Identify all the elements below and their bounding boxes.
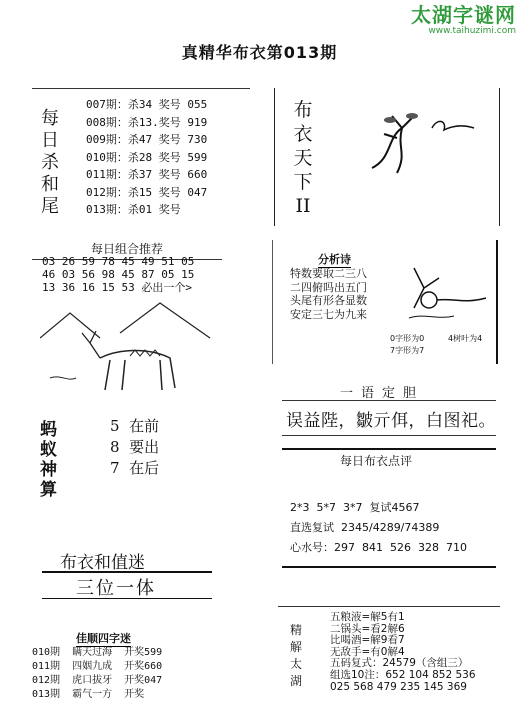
ant-label: 蚂蚁神算 bbox=[40, 420, 57, 500]
list-item: 5 在前 bbox=[110, 417, 160, 435]
taihu-label: 精解太湖 bbox=[290, 623, 303, 688]
list-item: 03 26 59 78 45 49 51 05 bbox=[42, 255, 195, 268]
site-logo bbox=[392, 4, 516, 38]
list-item: 011期 四姻九成 开奖660 bbox=[32, 661, 163, 672]
taihu-list bbox=[330, 612, 476, 693]
combo-list bbox=[42, 255, 232, 294]
list-item: 头尾有形各显数 bbox=[290, 294, 367, 307]
four-list bbox=[32, 646, 162, 702]
yiyu-title: 一语定胆 bbox=[340, 386, 425, 401]
list-item: 013期：杀01 奖号 bbox=[86, 203, 181, 216]
list-item: 009期：杀47 奖号 730 bbox=[86, 133, 208, 146]
list-item: 13 36 16 15 53 必出一个> bbox=[42, 281, 192, 294]
list-item: 安定三七为九来 bbox=[290, 307, 367, 321]
list-item: 025 568 479 235 145 369 bbox=[330, 680, 467, 693]
list-item: 组选10注：652 104 852 536 bbox=[330, 668, 476, 681]
deer-landscape-icon bbox=[40, 298, 220, 398]
buyi-label: 布衣天下II bbox=[293, 99, 313, 217]
value-subtitle: 三位一体 bbox=[76, 578, 156, 599]
page-title: 真精华布衣第013期 bbox=[181, 43, 338, 62]
list-item: 二四俯吗出五门 bbox=[290, 280, 367, 294]
list-item: 特数要取二三八 bbox=[290, 267, 367, 280]
list-item: 010期 瞒天过海 开奖599 bbox=[32, 647, 163, 658]
list-item: 7 在后 bbox=[110, 459, 160, 477]
list-item: 46 03 56 98 45 87 05 15 bbox=[42, 268, 195, 281]
list-item: 比喝酒=解9看7 bbox=[330, 634, 405, 647]
snake-branch-icon bbox=[394, 258, 494, 328]
list-item: 010期：杀28 奖号 599 bbox=[86, 150, 208, 164]
combo-title: 每日组合推荐 bbox=[32, 240, 222, 260]
branch-figure-icon bbox=[352, 98, 492, 188]
list-item: 无敌手=有0解4 bbox=[330, 645, 405, 658]
list-item: 011期：杀37 奖号 660 bbox=[86, 168, 208, 181]
daily-kill-list bbox=[86, 96, 256, 219]
comment-list bbox=[290, 498, 467, 558]
list-item: 007期：杀34 奖号 055 bbox=[86, 98, 208, 111]
list-item: 二锅头=看2解6 bbox=[330, 622, 405, 635]
list-item: 五码复式：24579（含组三） bbox=[330, 657, 469, 670]
daily-kill-label: 每日杀和尾 bbox=[41, 108, 59, 217]
logo-url: www.taihuzimi.com bbox=[428, 26, 516, 36]
analysis-note: 0字形为0 bbox=[390, 334, 425, 343]
divider bbox=[42, 571, 212, 573]
divider bbox=[42, 598, 212, 599]
ant-list bbox=[110, 416, 159, 479]
list-item: 2*3 5*7 3*7 复试4567 bbox=[290, 501, 420, 514]
list-item: 013期 霸气一方 开奖 bbox=[32, 689, 145, 700]
value-title: 布衣和值迷 bbox=[60, 553, 145, 573]
list-item: 心水号：297 841 526 328 710 bbox=[290, 541, 467, 554]
logo-text: 太湖字谜网 bbox=[411, 3, 516, 27]
four-title: 佳顺四字迷 bbox=[76, 632, 131, 645]
divider bbox=[278, 606, 500, 607]
analysis-title: 分析诗 bbox=[318, 253, 351, 266]
list-item: 直选复试 2345/4289/74389 bbox=[290, 521, 440, 534]
list-item: 五粮液=解5有1 bbox=[330, 611, 405, 623]
analysis-note: 4树叶为4 bbox=[448, 334, 483, 343]
analysis-note: 7字形为7 bbox=[390, 346, 425, 355]
list-item: 008期：杀13.奖号 919 bbox=[86, 115, 208, 129]
yiyu-text: 误益陛，皺亓佴，白图祀。 bbox=[286, 411, 496, 431]
comment-title: 每日布衣点评 bbox=[340, 454, 413, 468]
list-item: 012期：杀15 奖号 047 bbox=[86, 185, 208, 199]
analysis-poem bbox=[290, 267, 367, 321]
list-item: 012期 虎口拔牙 开奖047 bbox=[32, 675, 163, 686]
list-item: 8 要出 bbox=[110, 438, 160, 456]
